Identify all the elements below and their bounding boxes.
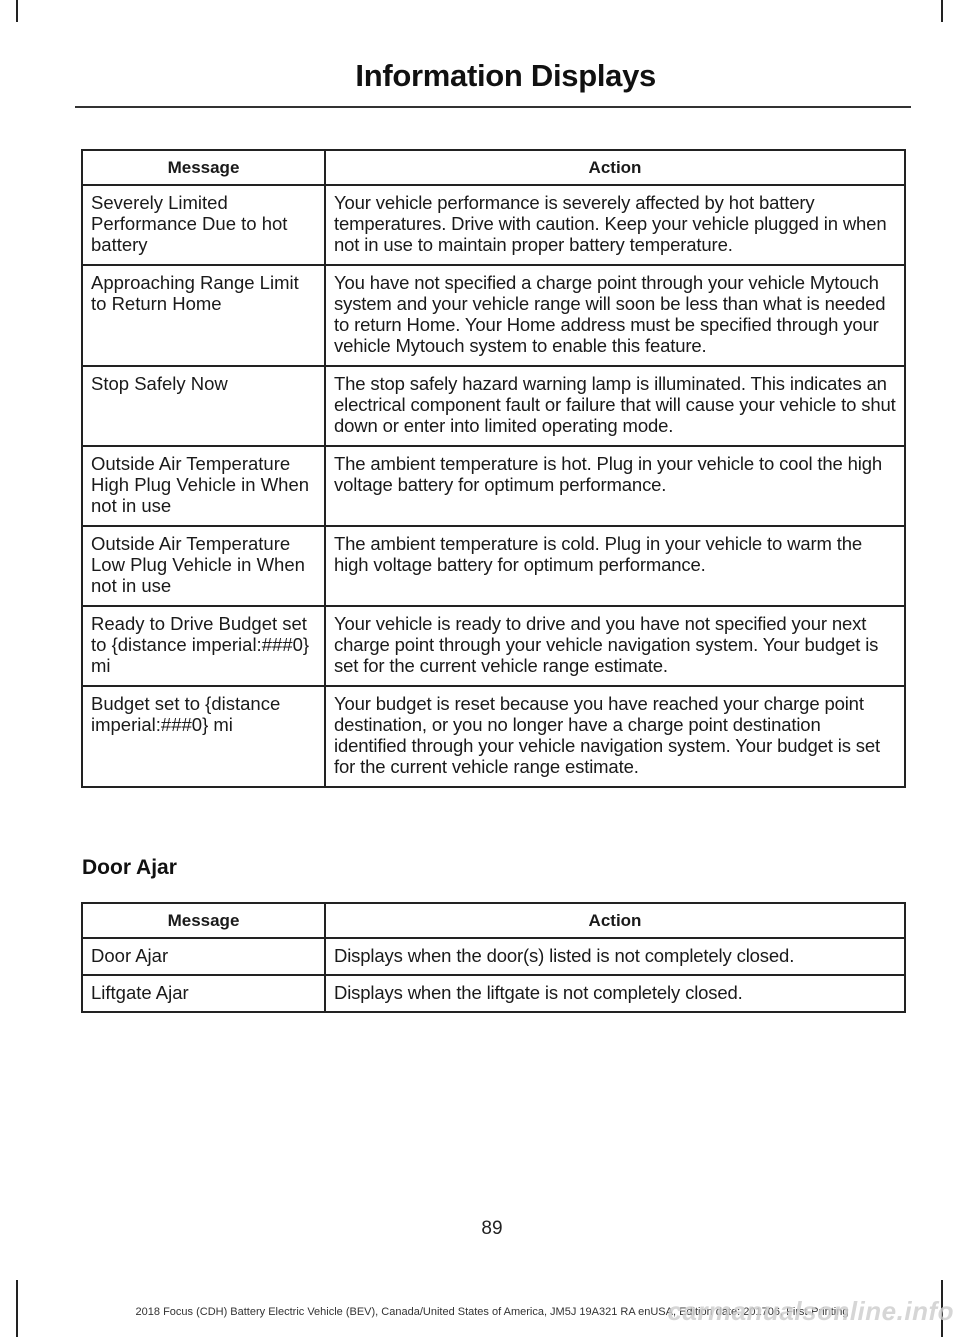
table-row <box>82 366 905 446</box>
watermark-logo: carmanualsonline.info <box>667 1296 954 1326</box>
table-row <box>82 606 905 686</box>
action-cell: The stop safely hazard warning lamp is illuminated. This indicates an electrical component fault or failure that will cause your vehicle to shut down or enter into limited operating mode. <box>325 366 905 446</box>
message-table <box>81 149 906 788</box>
table-row <box>82 185 905 265</box>
section-heading-door-ajar: Door Ajar <box>82 856 177 879</box>
table-header-row <box>82 903 905 938</box>
table-row <box>82 446 905 526</box>
action-cell: You have not specified a charge point through your vehicle Mytouch system and your vehicle range will soon be less than what is needed to return Home. Your Home address must be specified through your vehicle Mytouch system to enable this feature. <box>325 265 905 366</box>
message-cell: Budget set to {distance imperial:###0} mi <box>82 686 325 787</box>
message-cell: Severely Limited Performance Due to hot battery <box>82 185 325 265</box>
table-row <box>82 975 905 1012</box>
table-row <box>82 265 905 366</box>
crop-mark-top-right <box>941 0 943 22</box>
action-cell: Your vehicle is ready to drive and you have not specified your next charge point through your vehicle navigation system. Your budget is set for the current vehicle range estimate. <box>325 606 905 686</box>
table-header-row <box>82 150 905 185</box>
header-rule <box>75 106 911 108</box>
message-cell: Outside Air Temperature Low Plug Vehicle in When not in use <box>82 526 325 606</box>
table-row <box>82 938 905 975</box>
column-header-action: Action <box>325 150 905 185</box>
column-header-message: Message <box>82 903 325 938</box>
message-cell: Outside Air Temperature High Plug Vehicle in When not in use <box>82 446 325 526</box>
message-cell: Liftgate Ajar <box>82 975 325 1012</box>
message-cell: Approaching Range Limit to Return Home <box>82 265 325 366</box>
column-header-message: Message <box>82 150 325 185</box>
action-cell: Displays when the liftgate is not completely closed. <box>325 975 905 1012</box>
action-cell: Your vehicle performance is severely affected by hot battery temperatures. Drive with caution. Keep your vehicle plugged in when not in use to maintain proper battery temperature. <box>325 185 905 265</box>
message-cell: Ready to Drive Budget set to {distance imperial:###0} mi <box>82 606 325 686</box>
action-cell: The ambient temperature is hot. Plug in your vehicle to cool the high voltage battery for optimum performance. <box>325 446 905 526</box>
column-header-action: Action <box>325 903 905 938</box>
door-ajar-table <box>81 902 906 1013</box>
action-cell: Displays when the door(s) listed is not completely closed. <box>325 938 905 975</box>
edition-footer: 2018 Focus (CDH) Battery Electric Vehicle (BEV), Canada/United States of America, JM5J 19A321 RA enUSA, Edition date: 201706, First-Printing <box>135 1306 849 1318</box>
action-cell: The ambient temperature is cold. Plug in your vehicle to warm the high voltage battery for optimum performance. <box>325 526 905 606</box>
table-row <box>82 686 905 787</box>
message-cell: Door Ajar <box>82 938 325 975</box>
message-cell: Stop Safely Now <box>82 366 325 446</box>
page-title: Information Displays <box>355 58 656 93</box>
table-row <box>82 526 905 606</box>
action-cell: Your budget is reset because you have reached your charge point destination, or you no longer have a charge point destination identified through your vehicle navigation system. Your budget is set for the current vehicle range estimate. <box>325 686 905 787</box>
crop-mark-top-left <box>16 0 18 22</box>
page-number: 89 <box>481 1218 503 1239</box>
